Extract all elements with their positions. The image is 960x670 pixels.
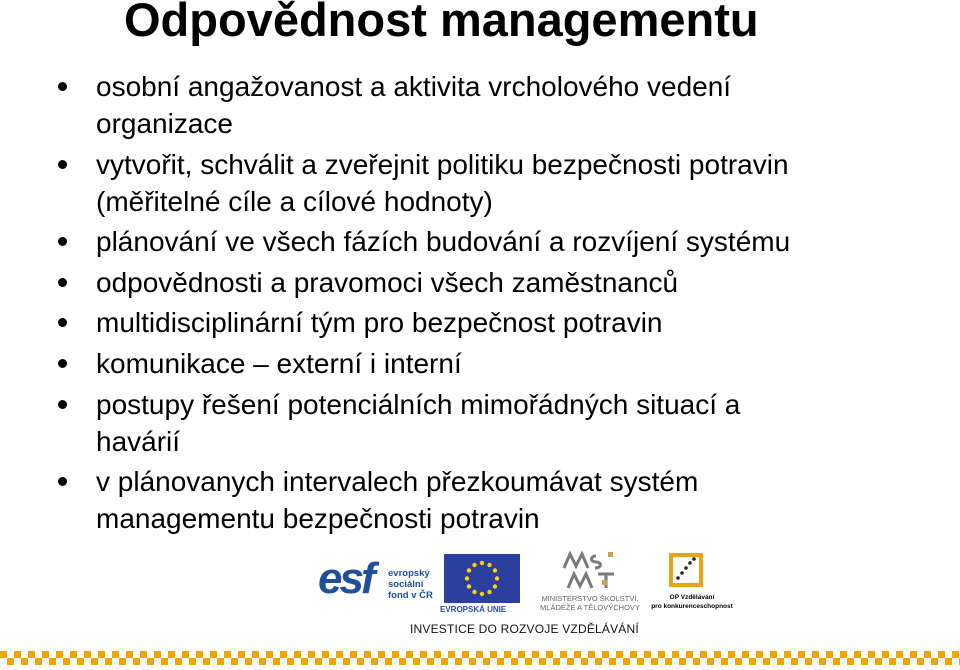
- checker-square: [581, 658, 588, 665]
- checker-square: [903, 658, 910, 665]
- checker-square: [420, 651, 427, 658]
- checker-square: [917, 658, 924, 665]
- msmt-logo: [530, 550, 650, 616]
- checker-square: [952, 651, 959, 658]
- checker-square: [805, 658, 812, 665]
- checker-square: [504, 651, 511, 658]
- checker-square: [56, 651, 63, 658]
- bullet-dot-icon: [58, 82, 67, 91]
- bullet-item: [56, 68, 936, 142]
- checker-square: [511, 658, 518, 665]
- checker-square: [63, 658, 70, 665]
- checker-square: [777, 658, 784, 665]
- checker-square: [126, 651, 133, 658]
- checker-square: [847, 658, 854, 665]
- checker-square: [231, 658, 238, 665]
- bullet-text: odpovědnosti a pravomoci všech zaměstnanců: [96, 266, 679, 298]
- bullet-item: [56, 463, 936, 537]
- bullet-dot-icon: [58, 359, 67, 368]
- checker-square: [798, 651, 805, 658]
- checker-square: [742, 651, 749, 658]
- checker-square: [217, 658, 224, 665]
- checker-square: [525, 658, 532, 665]
- checker-square: [98, 651, 105, 658]
- checker-square: [553, 658, 560, 665]
- checker-square: [791, 658, 798, 665]
- bullet-dot-icon: [58, 160, 67, 169]
- checker-square: [945, 658, 952, 665]
- checker-square: [490, 651, 497, 658]
- checker-square: [189, 658, 196, 665]
- bullet-item: [56, 345, 936, 382]
- checker-square: [21, 658, 28, 665]
- msmt-mark-icon: [560, 550, 620, 590]
- checker-square: [0, 651, 7, 658]
- checker-square: [378, 651, 385, 658]
- checker-square: [469, 658, 476, 665]
- checker-square: [644, 651, 651, 658]
- bullet-item: [56, 264, 936, 301]
- checker-square: [651, 658, 658, 665]
- checker-square: [728, 651, 735, 658]
- checker-square: [315, 658, 322, 665]
- checker-square: [889, 658, 896, 665]
- bullet-dot-icon: [58, 278, 67, 287]
- checker-square: [357, 658, 364, 665]
- checker-square: [196, 651, 203, 658]
- checker-square: [322, 651, 329, 658]
- checker-square: [406, 651, 413, 658]
- checker-square: [588, 651, 595, 658]
- checker-square: [924, 651, 931, 658]
- msmt-text: MINISTERSTVO ŠKOLSTVÍ, MLÁDEŽE A TĚLOVÝCHOVY: [540, 594, 640, 612]
- eu-flag-icon: [444, 554, 520, 603]
- checker-square: [539, 658, 546, 665]
- bullet-dot-icon: [58, 318, 67, 327]
- checker-square: [371, 658, 378, 665]
- checker-square: [448, 651, 455, 658]
- bullet-text: v plánovanych intervalech přezkoumávat systém managementu bezpečnosti potravin: [96, 466, 699, 535]
- checker-square: [595, 658, 602, 665]
- checker-square: [910, 651, 917, 658]
- checker-square: [441, 658, 448, 665]
- slide-title: Odpovědnost managementu: [124, 0, 759, 46]
- bullet-dot-icon: [58, 477, 67, 486]
- eu-label: EVROPSKÁ UNIE: [440, 605, 507, 614]
- checker-square: [462, 651, 469, 658]
- bullet-text: plánování ve všech fázích budování a rozvíjení systému: [96, 226, 791, 258]
- checker-square: [476, 651, 483, 658]
- checker-square: [238, 651, 245, 658]
- checker-square: [854, 651, 861, 658]
- bullet-text: vytvořit, schválit a zveřejnit politiku bezpečnosti potravin (měřitelné cíle a cílové hodnoty): [96, 148, 789, 217]
- checker-square: [833, 658, 840, 665]
- op-text: OP Vzdělávání pro konkurenceschopnost: [651, 594, 733, 610]
- checker-square: [42, 651, 49, 658]
- checker-square: [434, 651, 441, 658]
- checker-square: [665, 658, 672, 665]
- checker-square: [749, 658, 756, 665]
- checker-square: [637, 658, 644, 665]
- checker-square: [154, 651, 161, 658]
- bullet-item: [56, 146, 936, 220]
- checker-square: [343, 658, 350, 665]
- checker-square: [84, 651, 91, 658]
- checker-square: [574, 651, 581, 658]
- checker-square: [182, 651, 189, 658]
- checker-square: [385, 658, 392, 665]
- checker-square: [658, 651, 665, 658]
- checker-square: [252, 651, 259, 658]
- checker-square: [147, 658, 154, 665]
- checker-square: [546, 651, 553, 658]
- bullet-text: multidisciplinární tým pro bezpečnost potravin: [96, 307, 663, 339]
- checker-square: [273, 658, 280, 665]
- checker-square: [336, 651, 343, 658]
- checker-border: [0, 651, 960, 665]
- checker-square: [14, 651, 21, 658]
- checker-square: [105, 658, 112, 665]
- bullet-dot-icon: [58, 237, 67, 246]
- checker-square: [518, 651, 525, 658]
- checker-square: [280, 651, 287, 658]
- checker-square: [329, 658, 336, 665]
- bullet-text: komunikace – externí i interní: [96, 347, 462, 379]
- checker-square: [7, 658, 14, 665]
- checker-square: [455, 658, 462, 665]
- checker-square: [308, 651, 315, 658]
- esf-logo: [318, 554, 441, 614]
- checker-square: [602, 651, 609, 658]
- checker-square: [70, 651, 77, 658]
- invest-caption: INVESTICE DO ROZVOJE VZDĚLÁVÁNÍ: [410, 622, 639, 636]
- checker-square: [875, 658, 882, 665]
- bullet-dot-icon: [58, 400, 67, 409]
- eu-logo: [440, 554, 520, 616]
- checker-square: [497, 658, 504, 665]
- checker-square: [161, 658, 168, 665]
- checker-square: [175, 658, 182, 665]
- checker-square: [567, 658, 574, 665]
- op-logo: [648, 552, 736, 618]
- checker-square: [364, 651, 371, 658]
- checker-square: [350, 651, 357, 658]
- op-frame-icon: [668, 552, 704, 588]
- bullet-text: postupy řešení potenciálních mimořádných situací a havárií: [96, 388, 741, 457]
- checker-square: [609, 658, 616, 665]
- checker-square: [49, 658, 56, 665]
- checker-square: [700, 651, 707, 658]
- checker-square: [112, 651, 119, 658]
- checker-square: [245, 658, 252, 665]
- checker-square: [938, 651, 945, 658]
- esf-text: evropský sociální fond v ČR: [388, 568, 433, 601]
- checker-square: [826, 651, 833, 658]
- checker-square: [399, 658, 406, 665]
- checker-square: [672, 651, 679, 658]
- checker-square: [868, 651, 875, 658]
- checker-square: [35, 658, 42, 665]
- checker-square: [119, 658, 126, 665]
- checker-square: [210, 651, 217, 658]
- checker-square: [266, 651, 273, 658]
- checker-square: [301, 658, 308, 665]
- checker-square: [532, 651, 539, 658]
- checker-square: [861, 658, 868, 665]
- checker-square: [840, 651, 847, 658]
- checker-square: [427, 658, 434, 665]
- bullet-item: [56, 223, 936, 260]
- bullet-item: [56, 304, 936, 341]
- checker-square: [77, 658, 84, 665]
- checker-square: [686, 651, 693, 658]
- checker-square: [630, 651, 637, 658]
- bullet-text: osobní angažovanost a aktivita vrcholového vedení organizace: [96, 71, 732, 139]
- checker-square: [623, 658, 630, 665]
- checker-square: [693, 658, 700, 665]
- checker-square: [91, 658, 98, 665]
- checker-square: [140, 651, 147, 658]
- checker-square: [721, 658, 728, 665]
- esf-mark: esf: [318, 554, 373, 603]
- checker-square: [259, 658, 266, 665]
- checker-square: [203, 658, 210, 665]
- checker-square: [819, 658, 826, 665]
- checker-square: [168, 651, 175, 658]
- checker-square: [931, 658, 938, 665]
- checker-square: [763, 658, 770, 665]
- bullet-item: [56, 386, 936, 460]
- checker-square: [679, 658, 686, 665]
- checker-square: [392, 651, 399, 658]
- checker-square: [770, 651, 777, 658]
- checker-square: [616, 651, 623, 658]
- checker-square: [413, 658, 420, 665]
- checker-square: [287, 658, 294, 665]
- checker-square: [812, 651, 819, 658]
- checker-square: [294, 651, 301, 658]
- funding-logos-bar: [316, 548, 736, 638]
- checker-square: [707, 658, 714, 665]
- checker-square: [882, 651, 889, 658]
- checker-square: [896, 651, 903, 658]
- checker-square: [133, 658, 140, 665]
- checker-square: [756, 651, 763, 658]
- checker-square: [784, 651, 791, 658]
- checker-square: [714, 651, 721, 658]
- checker-square: [735, 658, 742, 665]
- checker-square: [560, 651, 567, 658]
- bullet-list: [56, 68, 936, 541]
- checker-square: [224, 651, 231, 658]
- checker-square: [28, 651, 35, 658]
- checker-square: [483, 658, 490, 665]
